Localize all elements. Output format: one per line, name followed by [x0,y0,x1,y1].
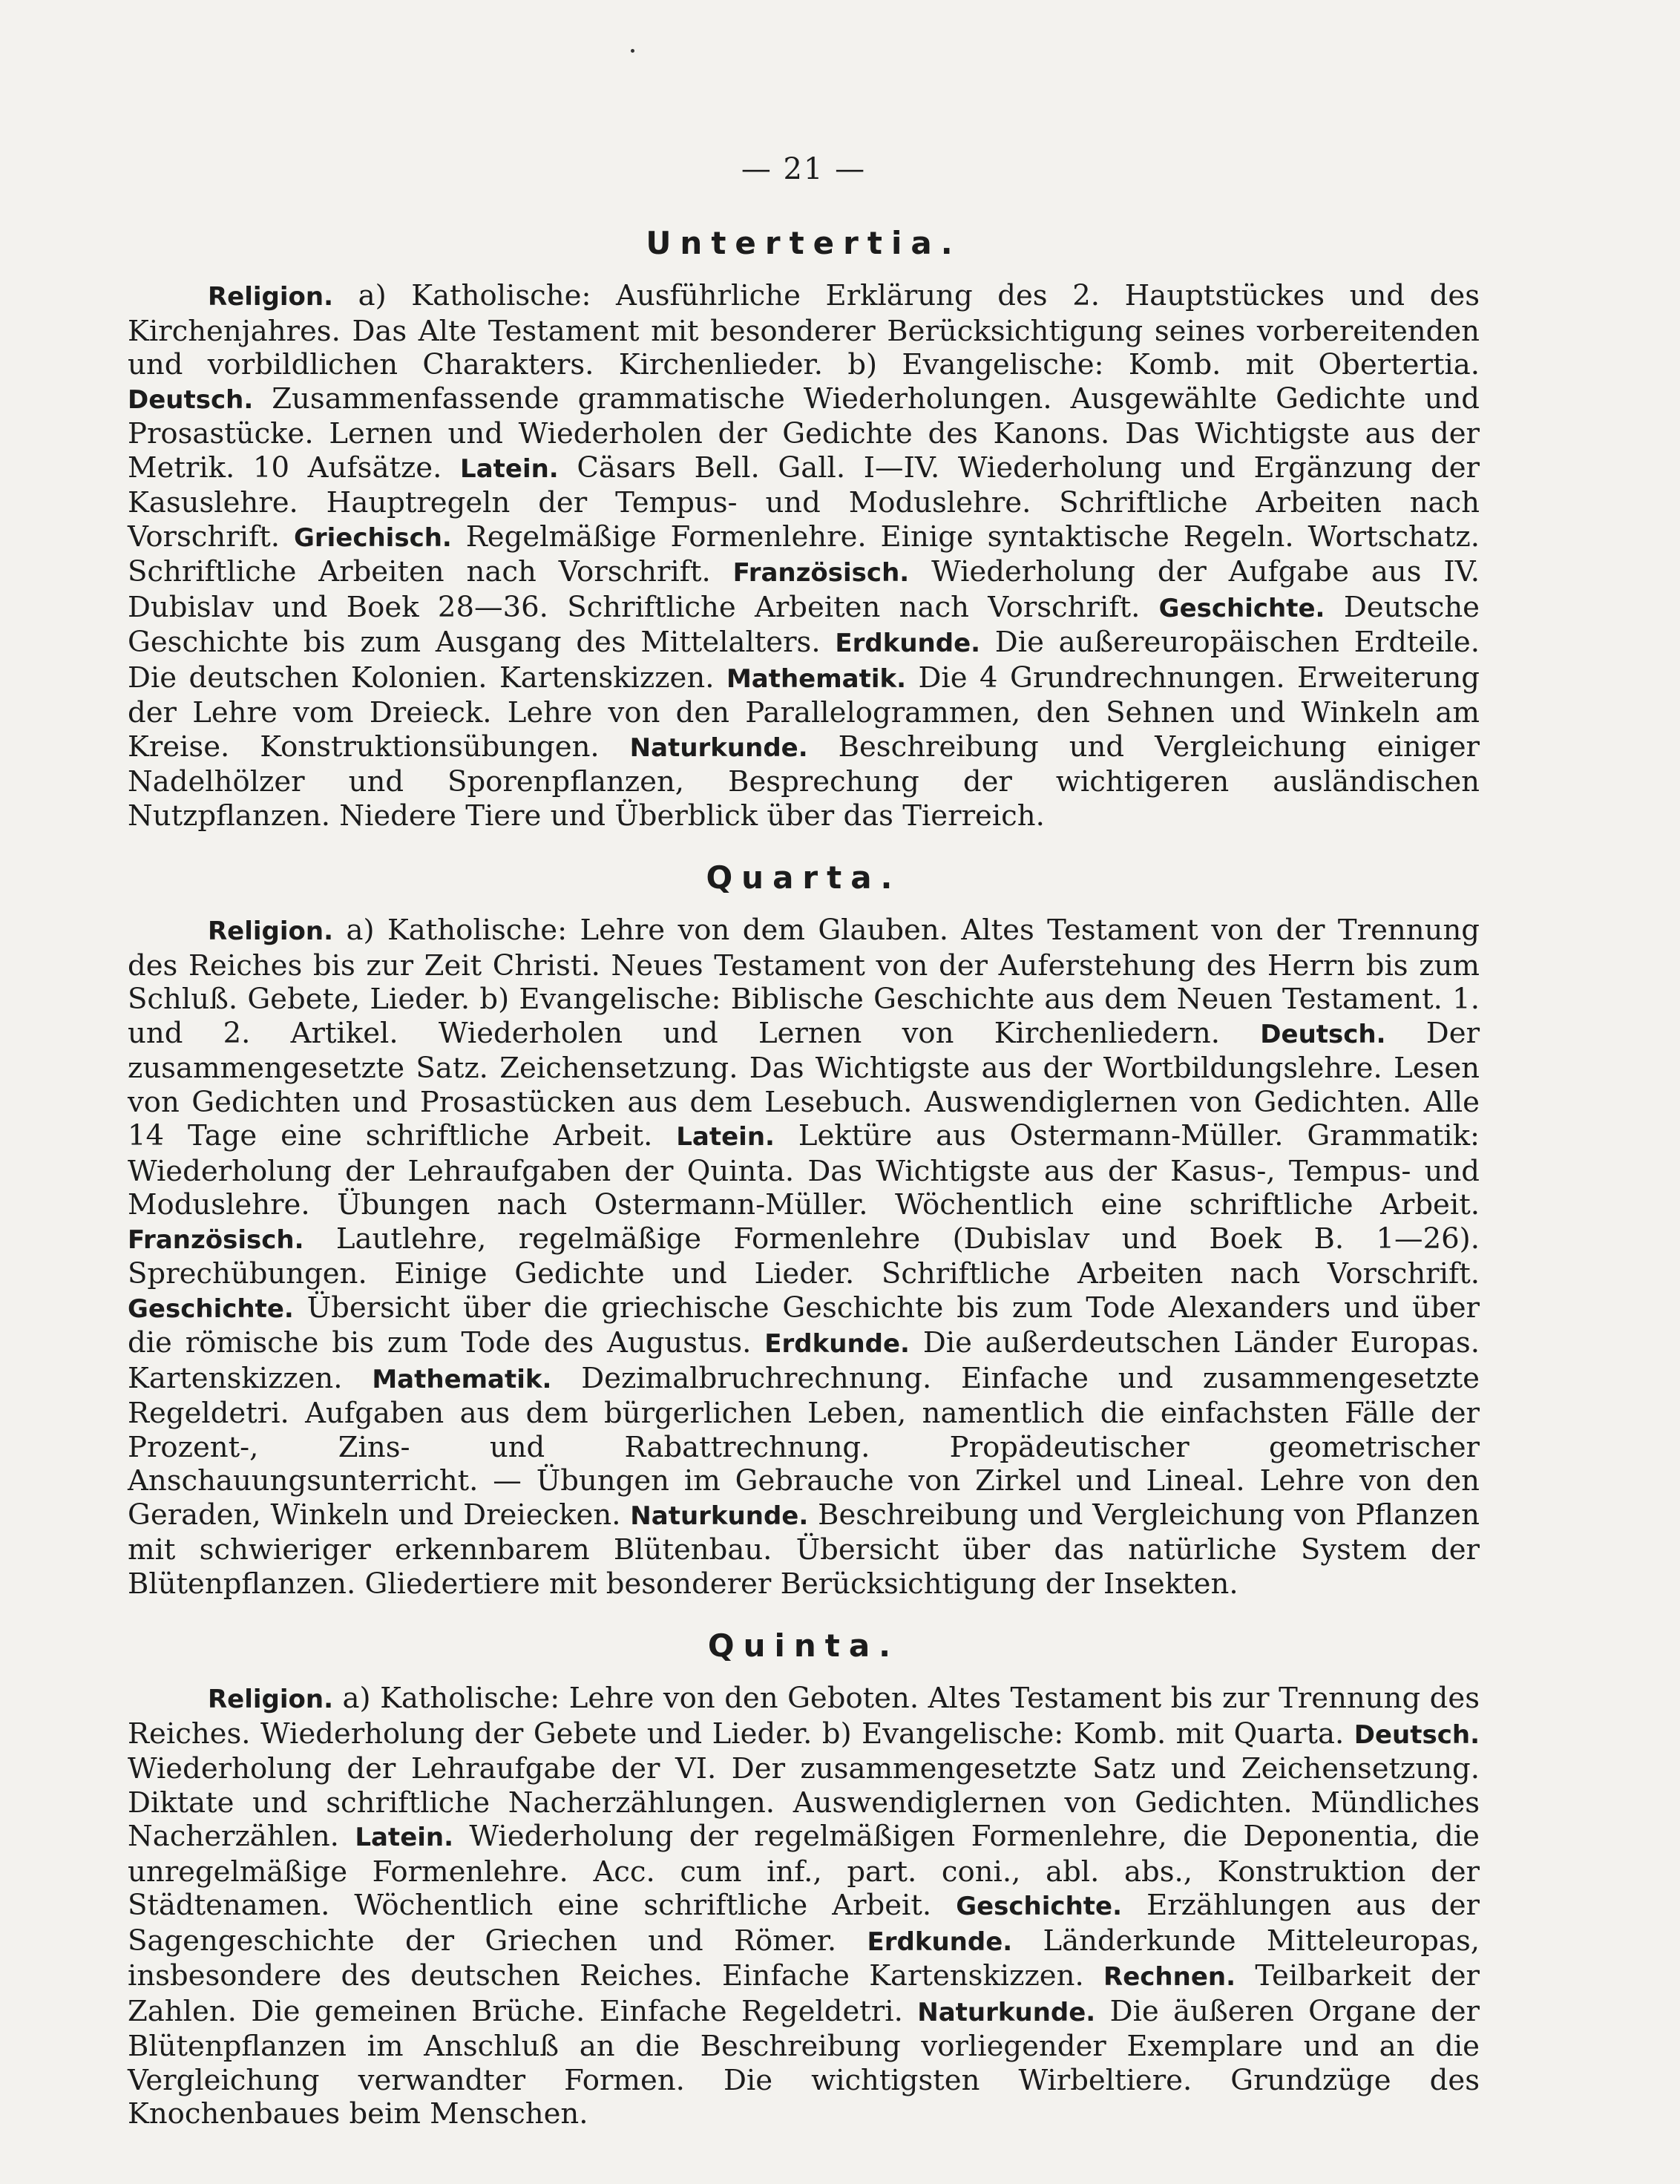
subject-text: Beschreibung und Vergleichung einiger Nadelhölzer und Sporenpflanzen, Besprechung der wichtigeren ausländischen Nutzpflanzen. Niedere Tiere und Überblick über das Tierreich. [128,729,1480,833]
section-body [128,1682,1480,2131]
subject-label: Deutsch. [1260,1019,1386,1049]
subject-label: Latein. [355,1823,454,1852]
subject-text: Regelmäßige Formenlehre. Einige syntaktische Regeln. Wortschatz. Schriftliche Arbeiten nach Vorschrift. [128,519,1480,588]
subject-label: Erdkunde. [764,1329,910,1359]
subject-label: Religion. [208,1685,334,1714]
subject-label: Geschichte. [956,1892,1123,1921]
subject-label: Latein. [460,453,559,484]
subject-text: Länderkunde Mitteleuropas, insbesondere des deutschen Reiches. Einfache Kartenskizzen. [128,1924,1480,1993]
subject-label: Latein. [676,1122,775,1152]
page-number: — 21 — [741,152,867,186]
section-heading: Quinta. [707,1627,900,1664]
subject-label: Geschichte. [128,1293,294,1324]
subject-label: Rechnen. [1103,1962,1236,1992]
subject-text: Lautlehre, regelmäßige Formenlehre (Dubislav und Boek B. 1—26). Sprechübungen. Einige Gedichte und Lieder. Schriftliche Arbeiten nach Vorschrift. [128,1221,1480,1291]
subject-text: Wiederholung der Lehraufgabe der VI. Der zusammengesetzte Satz und Zeichensetzung. Diktate und schriftliche Nacherzählungen. Auswendiglernen von Gedichten. Mündliches Nacherzählen. [128,1752,1480,1853]
subject-text: Zusammenfassende grammatische Wiederholungen. Ausgewählte Gedichte und Prosastücke. Lernen und Wiederholen der Gedichte des Kanons. Das Wichtigste aus der Metrik. 10 Aufsätze. [128,381,1480,485]
document-page [128,152,1480,2156]
subject-label: Geschichte. [1158,593,1325,623]
subject-label: Griechisch. [293,522,452,553]
subject-label: Erdkunde. [835,629,981,658]
subject-label: Mathematik. [726,663,907,694]
subject-text: Wiederholung der regelmäßigen Formenlehre, die Deponentia, die unregelmäßige Formenlehre. Acc. cum inf., part. coni., abl. abs., Konstruktion der Städtenamen. Wöchentlich eine schriftliche Arbeit. [128,1820,1480,1922]
subject-label: Deutsch. [128,384,254,415]
subject-text: Cäsars Bell. Gall. I—IV. Wiederholung und Ergänzung der Kasuslehre. Hauptregeln der Tempus- und Moduslehre. Schriftliche Arbeiten nach Vorschrift. [128,450,1480,554]
section-heading: Quarta. [706,859,902,896]
section-heading: Untertertia. [646,225,962,261]
subject-text: Erzählungen aus der Sagengeschichte der Griechen und Römer. [128,1889,1480,1958]
subject-text: Übersicht über die griechische Geschichte bis zum Tode Alexanders und über die römische bis zum Tode des Augustus. [128,1291,1480,1360]
subject-label: Erdkunde. [867,1926,1013,1957]
subject-label: Deutsch. [1353,1719,1480,1750]
subject-text: Deutsche Geschichte bis zum Ausgang des Mittelalters. [128,590,1480,659]
subject-label: Religion. [208,282,334,312]
print-speck [631,49,634,53]
subject-text: a) Katholische: Lehre von den Geboten. Altes Testament bis zur Trennung des Reiches. Wiederholung der Gebete und Lieder. b) Evangelische: Komb. mit Quarta. [128,1682,1480,1751]
subject-text: Der zusammengesetzte Satz. Zeichensetzung. Das Wichtigste aus der Wortbildungslehre. Lesen von Gedichten und Prosastücken aus dem Lesebuch. Auswendiglernen von Gedichten. Alle 14 Tage eine schriftliche Arbeit. [128,1016,1480,1152]
subject-text: Teilbarkeit der Zahlen. Die gemeinen Brüche. Einfache Regeldetri. [128,1959,1480,2028]
subject-text: Die außerdeutschen Länder Europas. Kartenskizzen. [128,1326,1480,1395]
section-body [128,914,1480,1601]
subject-text: Wiederholung der Aufgabe aus IV. Dubislav und Boek 28—36. Schriftliche Arbeiten nach Vorschrift. [128,555,1480,624]
subject-label: Naturkunde. [629,732,808,763]
subject-text: Die 4 Grundrechnungen. Erweiterung der Lehre vom Dreieck. Lehre von den Parallelogrammen, den Sehnen und Winkeln am Kreise. Konstruktionsübungen. [128,660,1480,764]
subject-text: Beschreibung und Vergleichung von Pflanzen mit schwieriger erkennbarem Blütenbau. Übersicht über das natürliche System der Blütenpflanzen. Gliedertiere mit besonderer Berücksichtigung der Insekten. [128,1498,1480,1601]
section-body [128,279,1480,833]
subject-label: Französisch. [128,1224,304,1255]
subject-text: Die außereuropäischen Erdteile. Die deutschen Kolonien. Kartenskizzen. [128,626,1480,695]
subject-text: a) Katholische: Ausführliche Erklärung des 2. Hauptstückes und des Kirchenjahres. Das Alte Testament mit besonderer Berücksichtigung seines vorbereitenden und vorbildlichen Charakters. Kirchenlieder. b) Evangelische: Komb. mit Obertertia. [128,279,1480,381]
curriculum-sections [128,225,1480,2131]
subject-text: Lektüre aus Ostermann-Müller. Grammatik: Wiederholung der Lehraufgaben der Quinta. Das Wichtigste aus der Kasus-, Tempus- und Moduslehre. Übungen nach Ostermann-Müller. Wöchentlich eine schriftliche Arbeit. [128,1119,1480,1221]
subject-label: Religion. [208,916,334,946]
subject-text: Die äußeren Organe der Blütenpflanzen im Anschluß an die Beschreibung vorliegender Exemplare und an die Vergleichung verwandter Formen. Die wichtigsten Wirbeltiere. Grundzüge des Knochenbaues beim Menschen. [128,1994,1480,2131]
subject-label: Naturkunde. [630,1501,809,1531]
subject-label: Mathematik. [372,1364,552,1394]
subject-label: Französisch. [732,558,910,588]
subject-text: Dezimalbruchrechnung. Einfache und zusammengesetzte Regeldetri. Aufgaben aus dem bürgerlichen Leben, namentlich die einfachsten Fälle der Prozent-, Zins- und Rabattrechnung. Propädeutischer geometrischer Anschauungsunterricht. — Übungen im Gebrauche von Zirkel und Lineal. Lehre von den Geraden, Winkeln und Dreiecken. [128,1361,1480,1532]
subject-label: Naturkunde. [917,1997,1096,2027]
subject-text: a) Katholische: Lehre von dem Glauben. Altes Testament von der Trennung des Reiches bis zur Zeit Christi. Neues Testament von der Auferstehung des Herrn bis zum Schluß. Gebete, Lieder. b) Evangelische: Biblische Geschichte aus dem Neuen Testament. 1. und 2. Artikel. Wiederholen und Lernen von Kirchenliedern. [128,914,1480,1050]
